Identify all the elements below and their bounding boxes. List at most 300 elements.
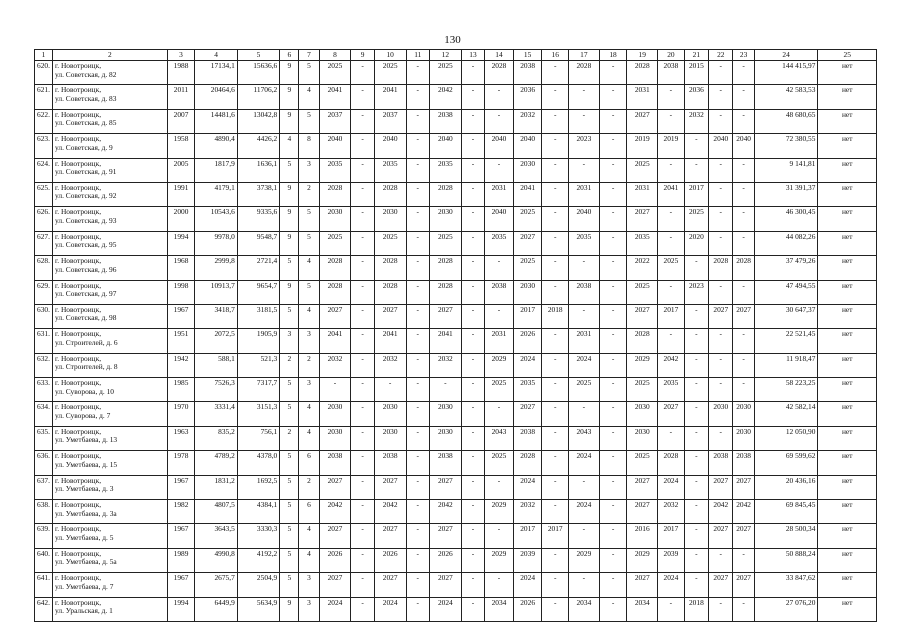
data-cell: 2026	[319, 548, 351, 572]
data-cell: 10543,6	[195, 207, 237, 231]
table-row	[35, 207, 877, 231]
address-street: ул. Советская, д. 95	[55, 240, 117, 250]
data-cell: 2005	[167, 158, 195, 182]
data-cell: -	[351, 158, 374, 182]
address-cell	[53, 158, 168, 182]
data-cell: 2027	[627, 475, 658, 499]
row-number: 626.	[35, 207, 53, 231]
data-cell: 2036	[513, 85, 542, 109]
data-cell: -	[684, 329, 708, 353]
data-cell: -	[568, 109, 599, 133]
data-cell: 2030	[374, 426, 406, 450]
address-cell	[53, 207, 168, 231]
data-cell: 2038	[568, 280, 599, 304]
data-cell: 2027	[374, 573, 406, 597]
data-cell: -	[599, 524, 627, 548]
data-cell: 30 647,37	[754, 304, 818, 328]
data-cell: -	[568, 304, 599, 328]
data-cell: 4890,4	[195, 134, 237, 158]
data-cell: -	[461, 402, 484, 426]
data-cell: 2028	[568, 61, 599, 85]
data-cell: -	[406, 353, 429, 377]
row-number: 630.	[35, 304, 53, 328]
data-cell: 2027	[429, 304, 461, 328]
data-cell: нет	[818, 524, 877, 548]
table-row	[35, 500, 877, 524]
data-cell: -	[406, 85, 429, 109]
column-header: 10	[374, 50, 406, 61]
data-cell: 28 500,34	[754, 524, 818, 548]
data-cell: -	[351, 353, 374, 377]
address-cell	[53, 304, 168, 328]
data-cell: 2	[299, 182, 319, 206]
data-cell: -	[733, 597, 754, 621]
data-cell: 2017	[684, 182, 708, 206]
data-cell: 2028	[374, 280, 406, 304]
data-cell: 2028	[319, 182, 351, 206]
data-cell: -	[599, 207, 627, 231]
address-street: ул. Советская, д. 91	[55, 167, 117, 177]
address-city: г. Новотроицк,	[55, 304, 102, 314]
data-cell: 2007	[167, 109, 195, 133]
data-cell: 2027	[733, 475, 754, 499]
data-cell: -	[684, 304, 708, 328]
data-cell: нет	[818, 573, 877, 597]
data-cell: 1988	[167, 61, 195, 85]
data-cell: -	[406, 500, 429, 524]
data-cell: -	[599, 134, 627, 158]
data-cell: 1998	[167, 280, 195, 304]
address-cell	[53, 353, 168, 377]
data-cell: -	[658, 158, 685, 182]
address-cell	[53, 61, 168, 85]
data-cell: 2040	[513, 134, 542, 158]
data-cell: -	[542, 256, 569, 280]
data-cell: -	[542, 207, 569, 231]
data-cell: 3331,4	[195, 402, 237, 426]
data-cell: нет	[818, 304, 877, 328]
data-cell: 2041	[513, 182, 542, 206]
data-cell: 2032	[684, 109, 708, 133]
data-cell: 2028	[429, 256, 461, 280]
address-cell	[53, 500, 168, 524]
data-cell: -	[733, 353, 754, 377]
data-cell: 4	[299, 256, 319, 280]
data-cell: -	[351, 182, 374, 206]
address-city: г. Новотроицк,	[55, 109, 102, 119]
row-number: 620.	[35, 61, 53, 85]
data-cell: -	[406, 61, 429, 85]
address-city: г. Новотроицк,	[55, 597, 102, 607]
data-cell: 2032	[513, 500, 542, 524]
data-cell: нет	[818, 426, 877, 450]
data-cell: 9	[280, 182, 299, 206]
data-cell: 2025	[513, 207, 542, 231]
data-cell: нет	[818, 256, 877, 280]
data-cell: 31 391,37	[754, 182, 818, 206]
data-cell: -	[709, 109, 733, 133]
data-cell: 2031	[627, 85, 658, 109]
data-cell: -	[351, 524, 374, 548]
data-cell: 6	[299, 500, 319, 524]
data-cell: 3151,3	[237, 402, 279, 426]
data-cell: 2037	[374, 109, 406, 133]
data-cell: 3	[299, 597, 319, 621]
data-cell: 2027	[627, 573, 658, 597]
data-cell: 2030	[429, 426, 461, 450]
data-cell: -	[461, 85, 484, 109]
data-cell: 2015	[684, 61, 708, 85]
data-cell: 2017	[513, 524, 542, 548]
data-cell: 2032	[513, 109, 542, 133]
data-cell: 2024	[513, 353, 542, 377]
data-cell: -	[351, 134, 374, 158]
data-cell: 2030	[374, 207, 406, 231]
data-cell: 4192,2	[237, 548, 279, 572]
data-cell: 2000	[167, 207, 195, 231]
data-cell: -	[485, 158, 514, 182]
data-cell: -	[658, 329, 685, 353]
table-row	[35, 182, 877, 206]
data-cell: 4	[299, 402, 319, 426]
data-cell: -	[568, 256, 599, 280]
table-row	[35, 304, 877, 328]
data-cell: -	[733, 158, 754, 182]
data-cell: 2027	[374, 524, 406, 548]
data-cell: 4384,1	[237, 500, 279, 524]
data-cell: 2027	[658, 402, 685, 426]
data-cell: -	[599, 304, 627, 328]
data-cell: -	[542, 329, 569, 353]
data-cell: -	[406, 378, 429, 402]
data-cell: нет	[818, 61, 877, 85]
data-cell: 2018	[542, 304, 569, 328]
data-cell: 2999,8	[195, 256, 237, 280]
data-cell: 10913,7	[195, 280, 237, 304]
column-header: 8	[319, 50, 351, 61]
data-cell: 2024	[513, 475, 542, 499]
data-cell: 4426,2	[237, 134, 279, 158]
data-cell: -	[351, 304, 374, 328]
data-cell: -	[406, 597, 429, 621]
data-cell: 58 223,25	[754, 378, 818, 402]
data-cell: 2027	[709, 524, 733, 548]
data-cell: 2025	[429, 61, 461, 85]
data-cell: -	[485, 524, 514, 548]
data-cell: -	[351, 451, 374, 475]
data-cell: -	[406, 451, 429, 475]
table-row	[35, 475, 877, 499]
data-cell: -	[733, 85, 754, 109]
data-cell: 9548,7	[237, 231, 279, 255]
data-cell: 3	[299, 378, 319, 402]
address-city: г. Новотроицк,	[55, 426, 102, 436]
data-cell: -	[568, 158, 599, 182]
data-cell: 4	[299, 548, 319, 572]
table-row	[35, 85, 877, 109]
data-cell: 13042,8	[237, 109, 279, 133]
address-street: ул. Уральская, д. 1	[55, 606, 113, 616]
data-cell: -	[684, 573, 708, 597]
data-cell: 5	[299, 207, 319, 231]
data-cell: 7317,7	[237, 378, 279, 402]
data-cell: 4789,2	[195, 451, 237, 475]
data-cell: 2024	[429, 597, 461, 621]
address-city: г. Новотроицк,	[55, 573, 102, 583]
data-cell: -	[733, 329, 754, 353]
data-cell: 2034	[627, 597, 658, 621]
data-cell: -	[542, 353, 569, 377]
column-header: 12	[429, 50, 461, 61]
data-cell: 5	[299, 61, 319, 85]
data-cell: -	[599, 329, 627, 353]
column-header: 6	[280, 50, 299, 61]
column-header: 3	[167, 50, 195, 61]
data-cell: -	[461, 109, 484, 133]
data-cell: 1989	[167, 548, 195, 572]
row-number: 641.	[35, 573, 53, 597]
column-header: 9	[351, 50, 374, 61]
row-number: 640.	[35, 548, 53, 572]
data-cell: 2035	[429, 158, 461, 182]
data-cell: 4	[299, 524, 319, 548]
data-cell: 2	[280, 426, 299, 450]
data-cell: 2039	[658, 548, 685, 572]
data-cell: 1967	[167, 475, 195, 499]
table-row	[35, 329, 877, 353]
data-cell: -	[351, 280, 374, 304]
data-cell: -	[351, 475, 374, 499]
data-cell: 48 680,65	[754, 109, 818, 133]
data-cell: 2041	[429, 329, 461, 353]
data-cell: 2028	[658, 451, 685, 475]
data-cell: 17134,1	[195, 61, 237, 85]
data-cell: 3	[299, 329, 319, 353]
data-cell: 3181,5	[237, 304, 279, 328]
data-cell: 2027	[627, 109, 658, 133]
address-street: ул. Советская, д. 96	[55, 264, 117, 274]
data-cell: 2	[280, 353, 299, 377]
data-cell: 2024	[568, 500, 599, 524]
column-header: 24	[754, 50, 818, 61]
column-header: 18	[599, 50, 627, 61]
data-cell: 50 888,24	[754, 548, 818, 572]
column-header: 5	[237, 50, 279, 61]
data-cell: -	[485, 304, 514, 328]
data-cell: 2028	[627, 61, 658, 85]
data-cell: 2031	[627, 182, 658, 206]
data-cell: 2040	[568, 207, 599, 231]
data-cell: -	[599, 85, 627, 109]
data-cell: -	[542, 134, 569, 158]
data-cell: -	[485, 573, 514, 597]
data-cell: 756,1	[237, 426, 279, 450]
data-cell: 15636,6	[237, 61, 279, 85]
data-cell: 4378,0	[237, 451, 279, 475]
data-cell: 5	[299, 280, 319, 304]
data-cell: -	[684, 451, 708, 475]
address-city: г. Новотроицк,	[55, 182, 102, 192]
data-cell: -	[733, 61, 754, 85]
data-cell: нет	[818, 134, 877, 158]
data-cell: 2042	[733, 500, 754, 524]
data-cell: 4	[280, 134, 299, 158]
data-cell: -	[733, 548, 754, 572]
data-cell: 2027	[429, 475, 461, 499]
data-cell: 2024	[374, 597, 406, 621]
data-cell: 2030	[429, 207, 461, 231]
data-cell: 2028	[627, 329, 658, 353]
data-cell: 2027	[319, 524, 351, 548]
column-header: 21	[684, 50, 708, 61]
data-cell: 5	[280, 256, 299, 280]
data-cell: -	[542, 573, 569, 597]
data-cell: -	[461, 61, 484, 85]
address-city: г. Новотроицк,	[55, 231, 102, 241]
data-cell: -	[351, 109, 374, 133]
data-cell: -	[461, 378, 484, 402]
data-cell: 588,1	[195, 353, 237, 377]
address-street: ул. Советская, д. 97	[55, 289, 117, 299]
data-cell: 2025	[429, 231, 461, 255]
data-cell: 2042	[429, 85, 461, 109]
data-cell: -	[709, 353, 733, 377]
data-cell: -	[733, 109, 754, 133]
table-row	[35, 109, 877, 133]
data-cell: -	[461, 182, 484, 206]
data-cell: 2025	[485, 378, 514, 402]
data-cell: 2026	[513, 329, 542, 353]
data-cell: 2038	[658, 61, 685, 85]
data-cell: 9	[280, 597, 299, 621]
data-cell: 33 847,62	[754, 573, 818, 597]
data-cell: 2019	[658, 134, 685, 158]
data-cell: -	[658, 207, 685, 231]
data-cell: 5	[280, 475, 299, 499]
address-street: ул. Строителей, д. 6	[55, 337, 118, 347]
data-cell: -	[351, 573, 374, 597]
data-cell: -	[733, 182, 754, 206]
address-cell	[53, 280, 168, 304]
row-number: 623.	[35, 134, 53, 158]
column-header: 23	[733, 50, 754, 61]
data-cell: 2028	[374, 182, 406, 206]
data-cell: -	[406, 182, 429, 206]
data-cell: -	[542, 500, 569, 524]
address-street: ул. Уметбаева, д. 3а	[55, 508, 117, 518]
data-cell: -	[684, 353, 708, 377]
column-header: 14	[485, 50, 514, 61]
row-number: 625.	[35, 182, 53, 206]
data-cell: 3418,7	[195, 304, 237, 328]
data-cell: нет	[818, 182, 877, 206]
data-cell: -	[599, 182, 627, 206]
data-cell: -	[599, 378, 627, 402]
data-cell: 4	[299, 426, 319, 450]
address-street: ул. Советская, д. 82	[55, 69, 117, 79]
address-city: г. Новотроицк,	[55, 378, 102, 388]
data-cell: -	[733, 280, 754, 304]
data-cell: 2038	[709, 451, 733, 475]
data-cell: 2019	[627, 134, 658, 158]
data-cell: 1958	[167, 134, 195, 158]
data-cell: 5	[299, 231, 319, 255]
data-cell: 2016	[627, 524, 658, 548]
data-cell: -	[461, 329, 484, 353]
data-cell: -	[709, 548, 733, 572]
row-number: 636.	[35, 451, 53, 475]
address-city: г. Новотроицк,	[55, 280, 102, 290]
data-cell: -	[406, 134, 429, 158]
data-cell: 1967	[167, 304, 195, 328]
data-cell: -	[658, 231, 685, 255]
data-cell: 9 141,81	[754, 158, 818, 182]
data-cell: 9	[280, 109, 299, 133]
data-cell: -	[684, 426, 708, 450]
data-cell: 2025	[513, 256, 542, 280]
data-cell: 2027	[627, 207, 658, 231]
data-cell: 42 583,53	[754, 85, 818, 109]
data-cell: 521,3	[237, 353, 279, 377]
data-cell: -	[374, 378, 406, 402]
data-cell: 5634,9	[237, 597, 279, 621]
data-cell: 2029	[485, 548, 514, 572]
data-cell: -	[461, 475, 484, 499]
address-cell	[53, 451, 168, 475]
data-cell: 11 918,47	[754, 353, 818, 377]
address-cell	[53, 378, 168, 402]
data-cell: 2031	[568, 182, 599, 206]
data-cell: 2023	[568, 134, 599, 158]
data-cell: 20 436,16	[754, 475, 818, 499]
data-cell: -	[406, 256, 429, 280]
data-cell: 4	[299, 85, 319, 109]
data-cell: -	[351, 207, 374, 231]
address-city: г. Новотроицк,	[55, 353, 102, 363]
data-cell: 2040	[485, 207, 514, 231]
address-city: г. Новотроицк,	[55, 61, 102, 70]
row-number: 621.	[35, 85, 53, 109]
data-cell: 1951	[167, 329, 195, 353]
data-cell: 2042	[374, 500, 406, 524]
data-cell: 2027	[627, 304, 658, 328]
data-cell: нет	[818, 548, 877, 572]
data-cell: -	[709, 85, 733, 109]
data-cell: 2024	[513, 573, 542, 597]
data-cell: -	[461, 353, 484, 377]
data-cell: 2038	[319, 451, 351, 475]
table-row	[35, 597, 877, 621]
data-cell: 2035	[568, 231, 599, 255]
data-cell: 4	[299, 304, 319, 328]
data-cell: 2025	[627, 280, 658, 304]
data-cell: -	[351, 329, 374, 353]
data-cell: -	[568, 475, 599, 499]
data-cell: 2017	[658, 524, 685, 548]
column-header: 11	[406, 50, 429, 61]
data-cell: 2032	[429, 353, 461, 377]
data-cell: -	[461, 207, 484, 231]
data-cell: -	[542, 182, 569, 206]
data-cell: -	[461, 158, 484, 182]
data-cell: 2027	[733, 304, 754, 328]
data-cell: -	[658, 597, 685, 621]
data-cell: нет	[818, 280, 877, 304]
row-number: 629.	[35, 280, 53, 304]
data-cell: 2032	[319, 353, 351, 377]
data-cell: -	[599, 353, 627, 377]
data-cell: -	[406, 329, 429, 353]
